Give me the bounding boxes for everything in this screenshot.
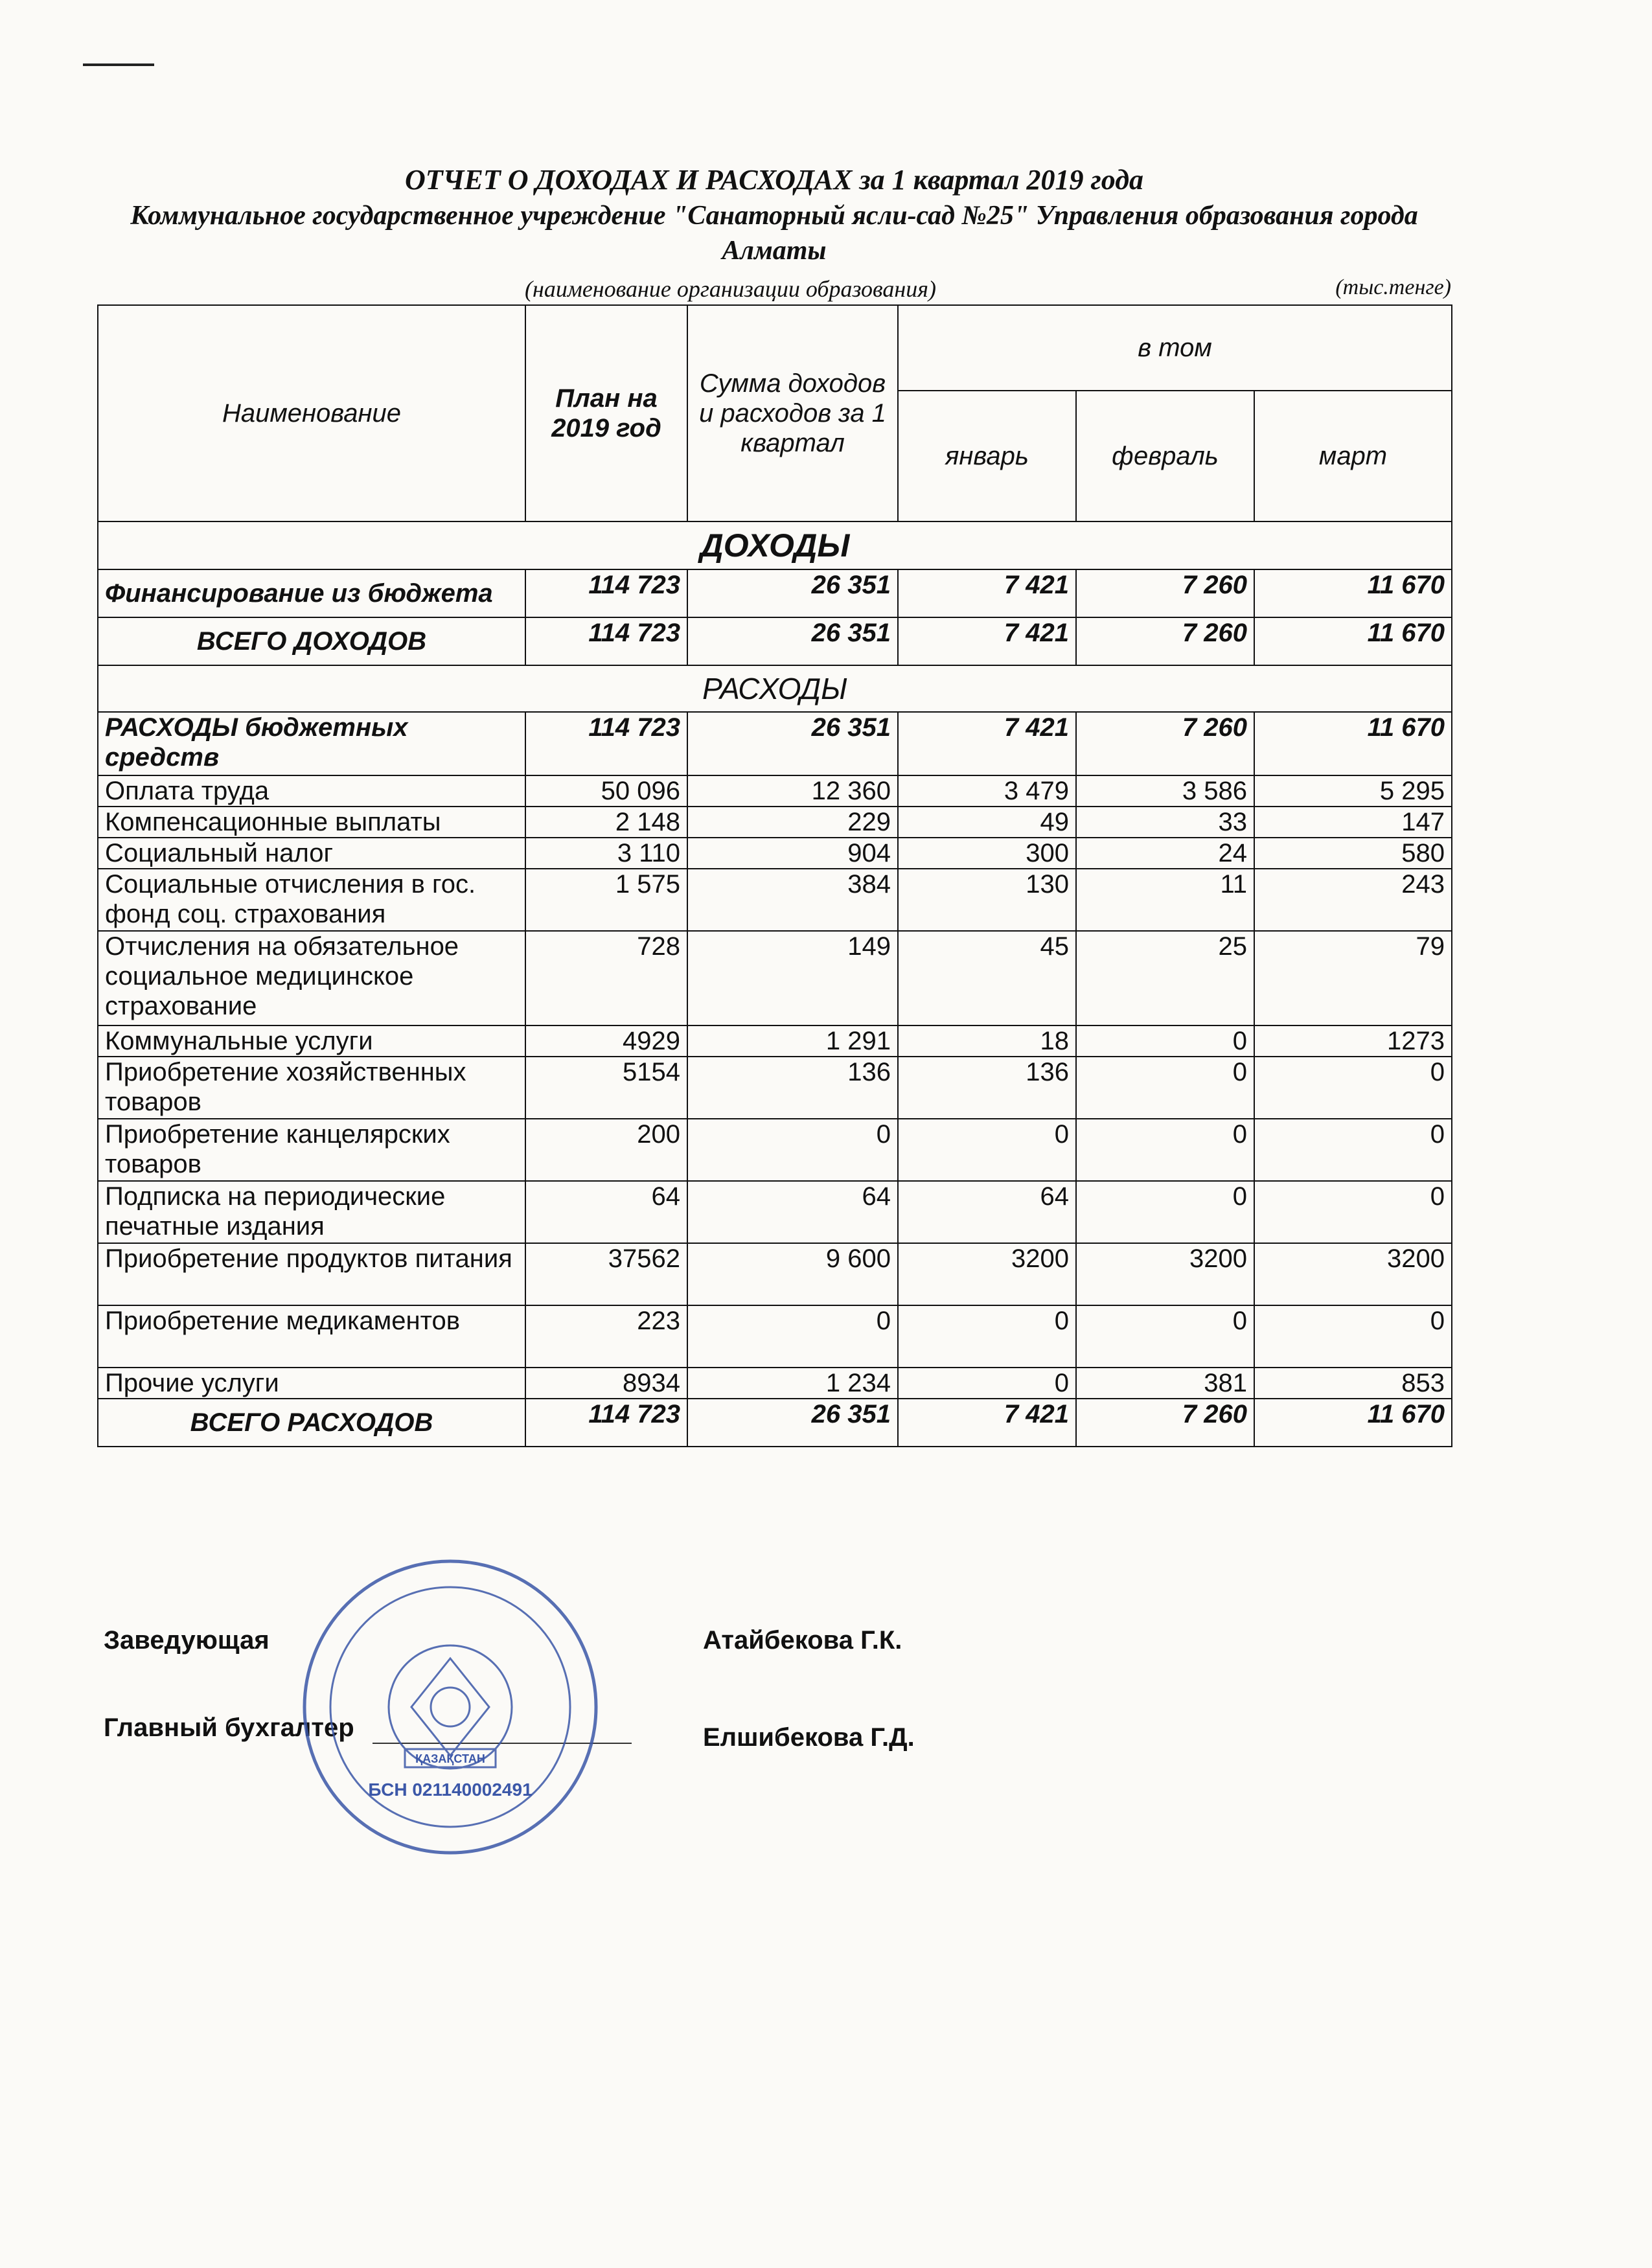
- row-mar: 11 670: [1254, 617, 1452, 665]
- stamp-country-text: ҚАЗАҚСТАН: [415, 1752, 485, 1765]
- report-title: ОТЧЕТ О ДОХОДАХ И РАСХОДАХ за 1 квартал 2019 года: [404, 164, 1144, 196]
- row-feb: 0: [1076, 1181, 1254, 1243]
- row-sum: 1 291: [687, 1025, 898, 1057]
- head-name: Атайбекова Г.К.: [703, 1626, 902, 1655]
- row-sum: 9 600: [687, 1243, 898, 1305]
- row-plan: 37562: [525, 1243, 687, 1305]
- income-expense-table: [97, 304, 1452, 1447]
- row-mar: 1273: [1254, 1025, 1452, 1057]
- row-name: ВСЕГО РАСХОДОВ: [98, 1399, 525, 1447]
- row-plan: 223: [525, 1305, 687, 1368]
- row-sum: 904: [687, 838, 898, 869]
- row-plan: 728: [525, 931, 687, 1025]
- row-name: ВСЕГО ДОХОДОВ: [98, 617, 525, 665]
- row-sum: 229: [687, 807, 898, 838]
- row-jan: 0: [898, 1305, 1076, 1368]
- table-row: [98, 775, 1452, 807]
- row-mar: 0: [1254, 1305, 1452, 1368]
- row-jan: 64: [898, 1181, 1076, 1243]
- row-sum: 12 360: [687, 775, 898, 807]
- row-name: Финансирование из бюджета: [98, 569, 525, 617]
- row-name: Прочие услуги: [98, 1368, 525, 1399]
- row-feb: 25: [1076, 931, 1254, 1025]
- row-jan: 7 421: [898, 712, 1076, 775]
- table-row: [98, 1119, 1452, 1181]
- row-sum: 26 351: [687, 569, 898, 617]
- table-row: [98, 569, 1452, 617]
- row-mar: 853: [1254, 1368, 1452, 1399]
- row-name: Социальный налог: [98, 838, 525, 869]
- row-sum: 26 351: [687, 712, 898, 775]
- row-sum: 149: [687, 931, 898, 1025]
- row-mar: 580: [1254, 838, 1452, 869]
- accountant-label: Главный бухгалтер: [104, 1713, 354, 1742]
- row-plan: 2 148: [525, 807, 687, 838]
- row-name: Оплата труда: [98, 775, 525, 807]
- header-name: Наименование: [98, 305, 525, 521]
- row-mar: 79: [1254, 931, 1452, 1025]
- row-feb: 0: [1076, 1305, 1254, 1368]
- income-total-row: [98, 617, 1452, 665]
- row-feb: 3 586: [1076, 775, 1254, 807]
- org-caption: (наименование организации образования): [525, 276, 936, 302]
- row-jan: 49: [898, 807, 1076, 838]
- row-jan: 7 421: [898, 617, 1076, 665]
- row-mar: 11 670: [1254, 712, 1452, 775]
- row-plan: 114 723: [525, 1399, 687, 1447]
- row-mar: 243: [1254, 869, 1452, 931]
- row-feb: 7 260: [1076, 712, 1254, 775]
- row-mar: 11 670: [1254, 1399, 1452, 1447]
- row-plan: 5154: [525, 1057, 687, 1119]
- header-plan: План на 2019 год: [525, 305, 687, 521]
- row-sum: 64: [687, 1181, 898, 1243]
- row-sum: 26 351: [687, 617, 898, 665]
- row-plan: 50 096: [525, 775, 687, 807]
- head-label: Заведующая: [104, 1626, 270, 1655]
- row-feb: 381: [1076, 1368, 1254, 1399]
- row-mar: 3200: [1254, 1243, 1452, 1305]
- row-jan: 0: [898, 1119, 1076, 1181]
- row-name: Подписка на периодические печатные издания: [98, 1181, 525, 1243]
- row-feb: 7 260: [1076, 617, 1254, 665]
- header-including: в том: [898, 305, 1452, 391]
- income-section-title: ДОХОДЫ: [98, 521, 1452, 569]
- row-plan: 8934: [525, 1368, 687, 1399]
- table-row: [98, 1243, 1452, 1305]
- official-stamp: [298, 1555, 602, 1859]
- organization-name: Коммунальное государственное учреждение "Санаторный ясли-сад №25" Управления образования города Алматы: [130, 201, 1418, 266]
- row-sum: 26 351: [687, 1399, 898, 1447]
- row-plan: 1 575: [525, 869, 687, 931]
- row-feb: 3200: [1076, 1243, 1254, 1305]
- row-jan: 18: [898, 1025, 1076, 1057]
- table-row: [98, 1025, 1452, 1057]
- row-plan: 3 110: [525, 838, 687, 869]
- row-sum: 1 234: [687, 1368, 898, 1399]
- row-sum: 0: [687, 1305, 898, 1368]
- header-sum: Сумма доходов и расходов за 1 квартал: [687, 305, 898, 521]
- report-header: [97, 162, 1451, 268]
- row-mar: 0: [1254, 1119, 1452, 1181]
- row-jan: 3 479: [898, 775, 1076, 807]
- table-row: [98, 1181, 1452, 1243]
- row-mar: 0: [1254, 1057, 1452, 1119]
- row-name: Компенсационные выплаты: [98, 807, 525, 838]
- row-sum: 136: [687, 1057, 898, 1119]
- row-name: Коммунальные услуги: [98, 1025, 525, 1057]
- header-jan: январь: [898, 391, 1076, 521]
- row-feb: 0: [1076, 1057, 1254, 1119]
- expense-section-title: РАСХОДЫ: [98, 665, 1452, 712]
- row-jan: 136: [898, 1057, 1076, 1119]
- row-plan: 4929: [525, 1025, 687, 1057]
- row-name: Приобретение медикаментов: [98, 1305, 525, 1368]
- header-mar: март: [1254, 391, 1452, 521]
- row-plan: 200: [525, 1119, 687, 1181]
- scan-mark: [83, 63, 154, 66]
- row-name: Отчисления на обязательное социальное медицинское страхование: [98, 931, 525, 1025]
- caption-row: [97, 275, 1451, 308]
- row-jan: 7 421: [898, 1399, 1076, 1447]
- table-row: [98, 931, 1452, 1025]
- row-jan: 7 421: [898, 569, 1076, 617]
- row-sum: 384: [687, 869, 898, 931]
- row-feb: 0: [1076, 1025, 1254, 1057]
- table-row: [98, 838, 1452, 869]
- row-sum: 0: [687, 1119, 898, 1181]
- row-feb: 7 260: [1076, 569, 1254, 617]
- row-name: Приобретение хозяйственных товаров: [98, 1057, 525, 1119]
- row-name: РАСХОДЫ бюджетных средств: [98, 712, 525, 775]
- row-name: Социальные отчисления в гос. фонд соц. страхования: [98, 869, 525, 931]
- table-row: [98, 869, 1452, 931]
- row-mar: 147: [1254, 807, 1452, 838]
- row-jan: 3200: [898, 1243, 1076, 1305]
- row-jan: 130: [898, 869, 1076, 931]
- row-plan: 114 723: [525, 617, 687, 665]
- row-name: Приобретение продуктов питания: [98, 1243, 525, 1305]
- row-jan: 0: [898, 1368, 1076, 1399]
- expense-header-row: [98, 712, 1452, 775]
- header-feb: февраль: [1076, 391, 1254, 521]
- row-plan: 114 723: [525, 569, 687, 617]
- row-feb: 11: [1076, 869, 1254, 931]
- table-row: [98, 1368, 1452, 1399]
- row-feb: 24: [1076, 838, 1254, 869]
- row-mar: 5 295: [1254, 775, 1452, 807]
- row-mar: 0: [1254, 1181, 1452, 1243]
- row-jan: 45: [898, 931, 1076, 1025]
- row-feb: 7 260: [1076, 1399, 1254, 1447]
- expense-total-row: [98, 1399, 1452, 1447]
- row-plan: 114 723: [525, 712, 687, 775]
- table-row: [98, 1057, 1452, 1119]
- table-row: [98, 807, 1452, 838]
- accountant-name: Елшибекова Г.Д.: [703, 1723, 915, 1752]
- row-jan: 300: [898, 838, 1076, 869]
- row-feb: 33: [1076, 807, 1254, 838]
- row-name: Приобретение канцелярских товаров: [98, 1119, 525, 1181]
- row-mar: 11 670: [1254, 569, 1452, 617]
- table-row: [98, 1305, 1452, 1368]
- units-label: (тыс.тенге): [1335, 275, 1451, 299]
- stamp-id-text: БСН 021140002491: [368, 1780, 533, 1800]
- row-plan: 64: [525, 1181, 687, 1243]
- row-feb: 0: [1076, 1119, 1254, 1181]
